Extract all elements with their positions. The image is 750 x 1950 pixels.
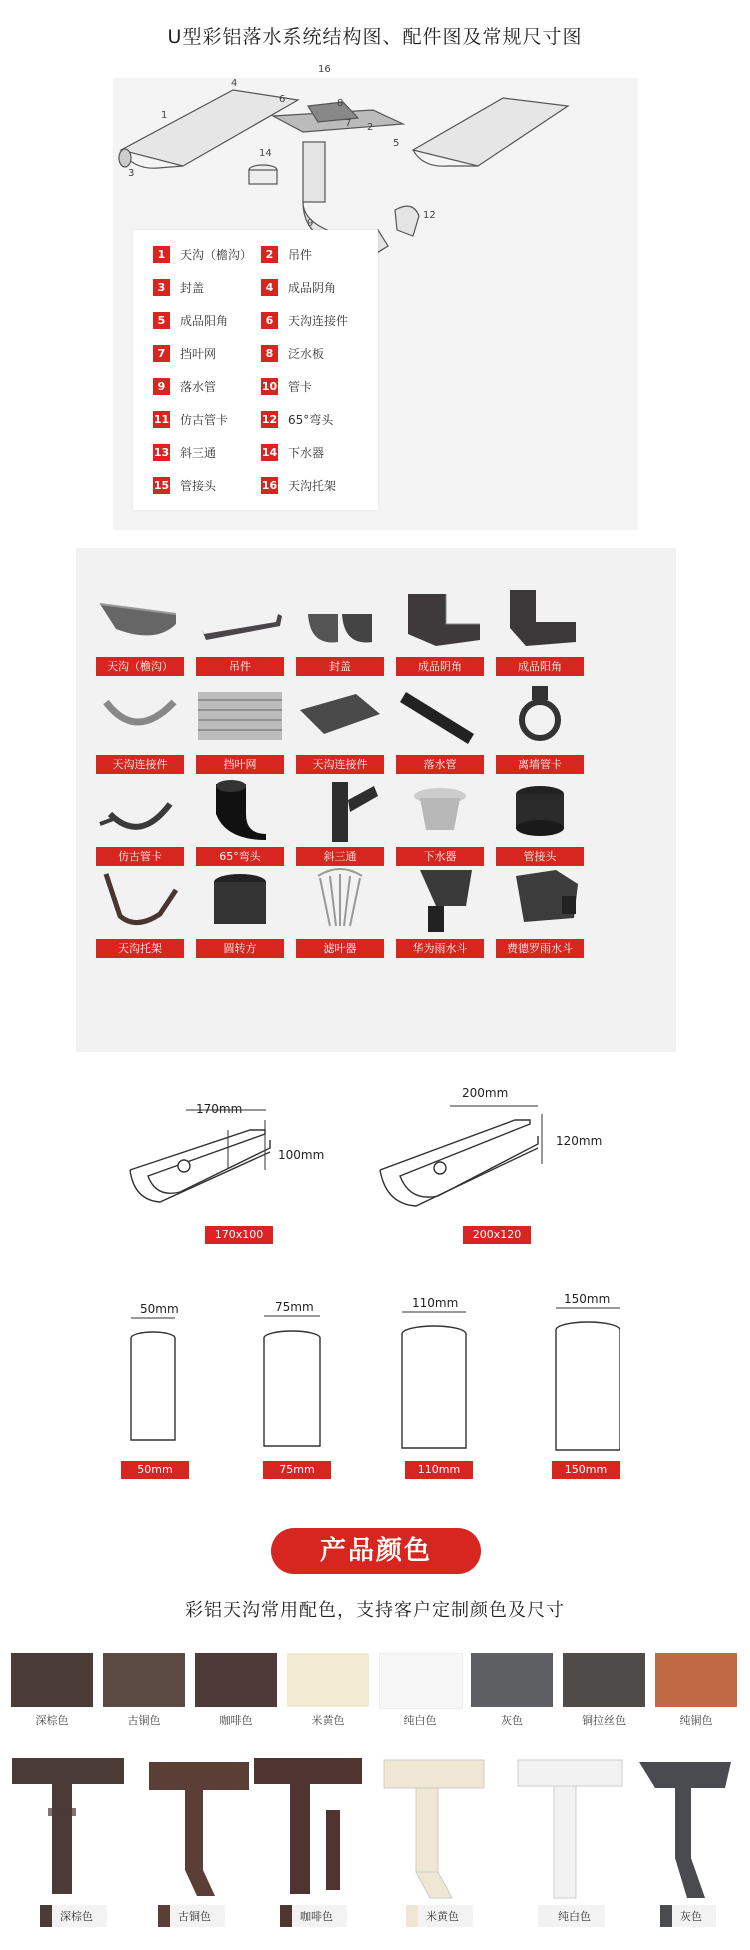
- hanger-icon: [196, 584, 284, 654]
- antique-clamp-icon: [96, 774, 184, 844]
- legend-item: 9 落水管: [153, 376, 216, 396]
- accessory-item: 滤叶器: [288, 866, 392, 976]
- pipe1-dim: 50mm: [140, 1302, 179, 1316]
- accessory-item: 华为雨水斗: [388, 866, 492, 976]
- product-gutter-image: [135, 1752, 255, 1902]
- legend-item: 15 管接头: [153, 478, 217, 493]
- gutter2-height: 120mm: [556, 1134, 603, 1148]
- product-label: 纯白色: [538, 1905, 605, 1927]
- gutter1-height: 100mm: [278, 1148, 325, 1162]
- callout-12: 12: [423, 210, 436, 221]
- accessory-item: 天沟连接件: [288, 682, 392, 792]
- product-label: 灰色: [660, 1905, 716, 1927]
- gutter1-size-label: 170x100: [205, 1226, 273, 1244]
- accessory-item: 吊件: [188, 584, 292, 694]
- bracket-icon: [96, 866, 184, 936]
- swatch-label: 灰色: [501, 1714, 523, 1727]
- end-cap-icon: [296, 584, 384, 654]
- product-label: 深棕色: [40, 1905, 107, 1927]
- pipe-joint-icon: [496, 774, 584, 844]
- pipe3-dim: 110mm: [412, 1296, 459, 1310]
- callout-5: 5: [393, 138, 400, 149]
- connector-icon: [96, 682, 184, 752]
- color-chip: [538, 1905, 550, 1927]
- pipe-size-drawings: [120, 1300, 620, 1460]
- accessory-item: 仿古管卡: [88, 774, 192, 884]
- color-chip: [660, 1905, 672, 1927]
- callout-7: 7: [345, 118, 352, 129]
- callout-8: 8: [337, 98, 344, 109]
- callout-2: 2: [367, 122, 374, 133]
- swatch-brushed-copper: [563, 1653, 645, 1707]
- elbow-icon: [196, 774, 284, 844]
- product-label: 米黄色: [406, 1905, 473, 1927]
- swatch-label: 米黄色: [311, 1714, 345, 1727]
- color-chip: [158, 1905, 170, 1927]
- strainer-icon: [296, 866, 384, 936]
- legend-item: 6 天沟连接件: [261, 310, 348, 330]
- gutter2-width: 200mm: [462, 1086, 509, 1100]
- gutter2-size-label: 200x120: [463, 1226, 531, 1244]
- product-label: 古铜色: [158, 1905, 225, 1927]
- accessory-item: 成品阳角: [488, 584, 592, 694]
- swatch-coffee: [195, 1653, 277, 1707]
- legend-item: 10 管卡: [261, 379, 313, 394]
- accessory-item: 斜三通: [288, 774, 392, 884]
- legend-item: 4 成品阴角: [261, 277, 336, 297]
- accessory-item: 挡叶网: [188, 682, 292, 792]
- gutter-icon: [96, 584, 184, 654]
- swatch-label: 深棕色: [35, 1714, 69, 1727]
- legend-item: 2 吊件: [261, 244, 312, 264]
- accessory-item: 天沟连接件: [88, 682, 192, 792]
- flashing-icon: [296, 682, 384, 752]
- legend-item: 12 65°弯头: [261, 412, 334, 427]
- accessory-item: 天沟（檐沟）: [88, 584, 192, 694]
- legend-item: 7 挡叶网: [153, 343, 216, 363]
- color-chip: [406, 1905, 418, 1927]
- swatch-label: 纯铜色: [679, 1714, 713, 1727]
- legend-item: 3 封盖: [153, 277, 204, 297]
- color-chip: [40, 1905, 52, 1927]
- gutter1-width: 170mm: [196, 1102, 243, 1116]
- swatch-label: 铜拉丝色: [582, 1714, 626, 1727]
- product-label: 咖啡色: [280, 1905, 347, 1927]
- swatch-bronze: [103, 1653, 185, 1707]
- swatch-white: [379, 1653, 463, 1709]
- accessory-item: 费德罗雨水斗: [488, 866, 592, 976]
- colors-subtitle: 彩铝天沟常用配色，支持客户定制颜色及尺寸: [185, 1600, 565, 1621]
- gutter-size-drawings: [120, 1100, 603, 1230]
- structure-diagram: [113, 64, 638, 530]
- tee-icon: [296, 774, 384, 844]
- leaf-guard-icon: [196, 682, 284, 752]
- product-gutter-image: [8, 1752, 128, 1902]
- pipe2-label: 75mm: [263, 1461, 331, 1479]
- legend-item: 14 下水器: [261, 445, 325, 460]
- accessory-item: 管接头: [488, 774, 592, 884]
- accessory-item: 65°弯头: [188, 774, 292, 884]
- callout-16: 16: [318, 64, 331, 75]
- legend-item: 1 天沟（檐沟）: [153, 244, 252, 264]
- product-gutter-image: [510, 1752, 630, 1902]
- callout-4: 4: [231, 78, 238, 89]
- product-colors-heading: 产品颜色: [271, 1528, 481, 1574]
- downpipe-icon: [396, 682, 484, 752]
- accessory-item: 圆转方: [188, 866, 292, 976]
- legend-item: 8 泛水板: [261, 343, 324, 363]
- product-gutter-image: [625, 1752, 745, 1902]
- legend-item: 16 天沟托架: [261, 478, 337, 493]
- pipe4-label: 150mm: [552, 1461, 620, 1479]
- legend-item: 13 斜三通: [153, 445, 217, 460]
- accessory-item: 天沟托架: [88, 866, 192, 976]
- round-square-icon: [196, 866, 284, 936]
- rain-head-2-icon: [496, 866, 584, 936]
- drain-icon: [396, 774, 484, 844]
- swatch-gray: [471, 1653, 553, 1707]
- callout-6: 6: [279, 94, 286, 105]
- accessory-item: 落水管: [388, 682, 492, 792]
- pipe4-dim: 150mm: [564, 1292, 611, 1306]
- swatch-label: 纯白色: [403, 1714, 437, 1727]
- outer-corner-icon: [496, 584, 584, 654]
- callout-14: 14: [259, 148, 272, 159]
- swatch-dark-brown: [11, 1653, 93, 1707]
- swatch-beige: [287, 1653, 369, 1707]
- legend-item: 5 成品阳角: [153, 310, 228, 330]
- product-gutter-image: [250, 1752, 370, 1902]
- color-chip: [280, 1905, 292, 1927]
- inner-corner-icon: [396, 584, 484, 654]
- callout-9: 9: [307, 218, 314, 229]
- pipe2-dim: 75mm: [275, 1300, 314, 1314]
- pipe1-label: 50mm: [121, 1461, 189, 1479]
- swatch-pure-copper: [655, 1653, 737, 1707]
- product-gutter-image: [380, 1752, 500, 1902]
- legend-item: 11 仿古管卡: [153, 412, 229, 427]
- accessory-item: 成品阴角: [388, 584, 492, 694]
- accessory-item: 下水器: [388, 774, 492, 884]
- callout-1: 1: [161, 110, 168, 121]
- pipe3-label: 110mm: [405, 1461, 473, 1479]
- rain-head-icon: [396, 866, 484, 936]
- swatch-label: 古铜色: [127, 1714, 161, 1727]
- accessories-grid: [76, 548, 676, 1052]
- wall-clamp-icon: [496, 682, 584, 752]
- swatch-label: 咖啡色: [219, 1714, 253, 1727]
- accessory-item: 离墙管卡: [488, 682, 592, 792]
- parts-legend: [133, 230, 378, 510]
- page-title: U型彩铝落水系统结构图、配件图及常规尺寸图: [167, 26, 583, 48]
- accessory-item: 封盖: [288, 584, 392, 694]
- callout-3: 3: [128, 168, 135, 179]
